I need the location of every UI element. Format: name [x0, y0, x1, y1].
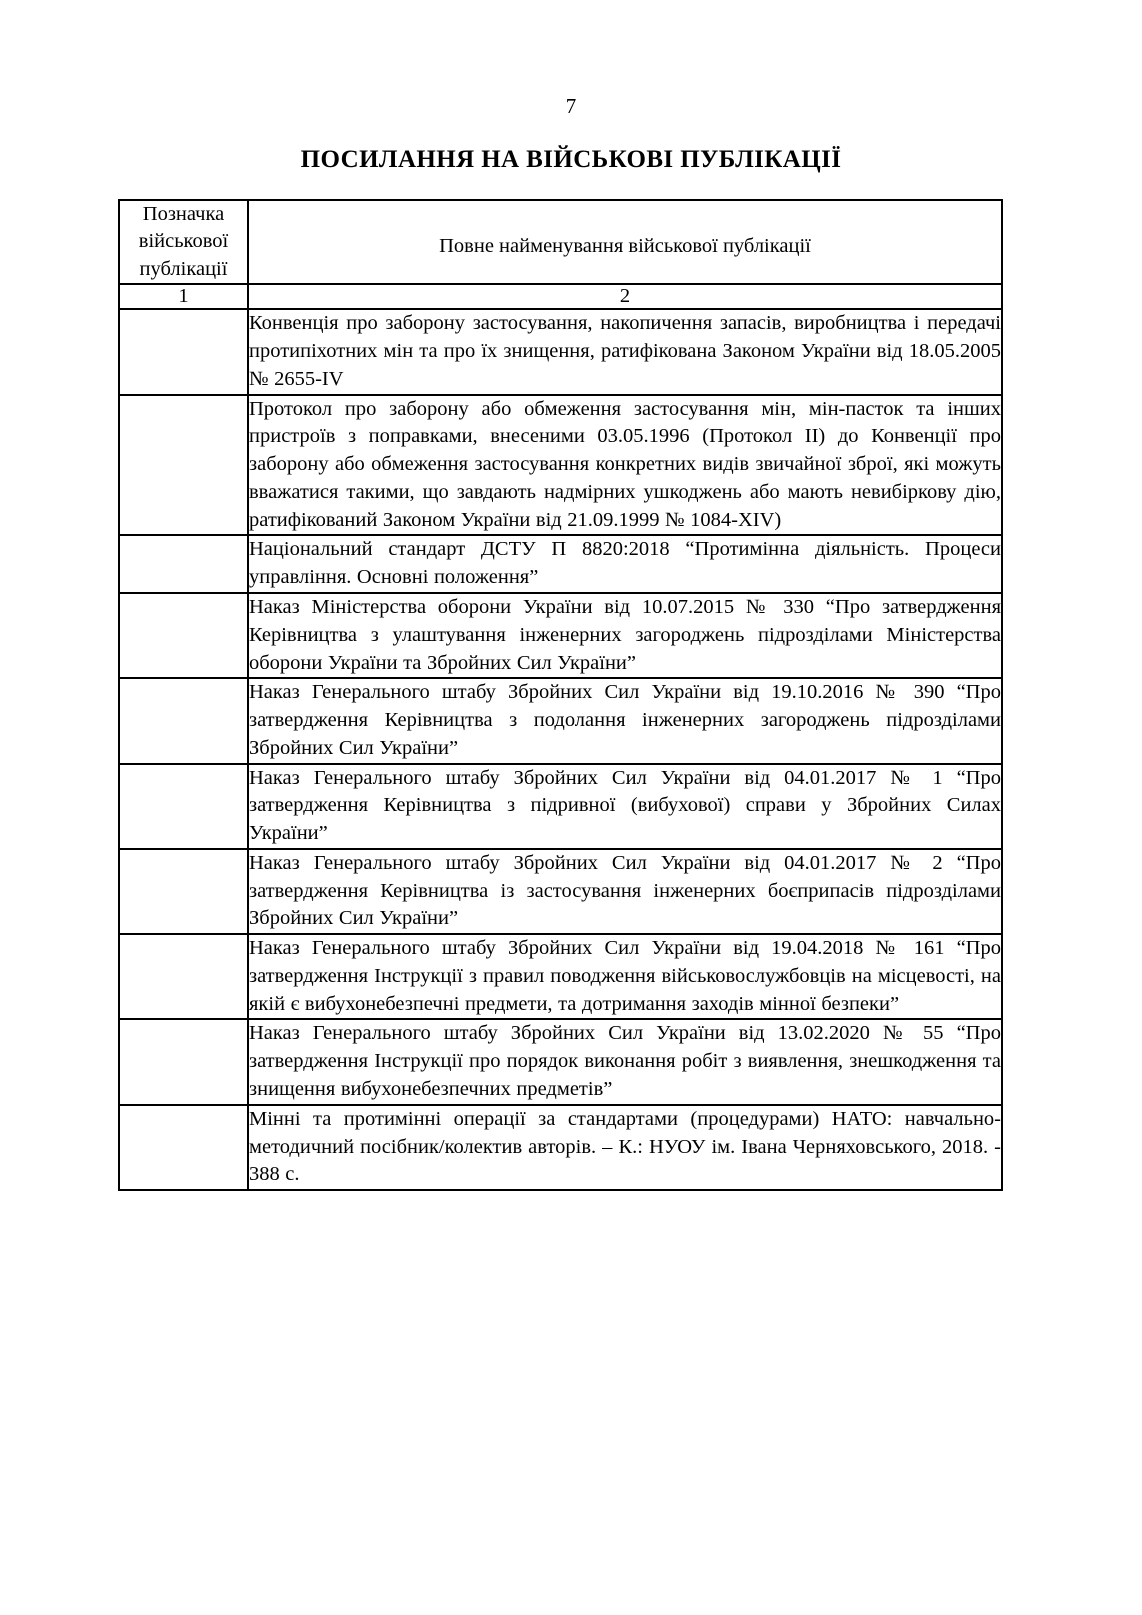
table-row	[119, 1019, 1002, 1104]
cell-publication-title: Протокол про заборону або обмеження застосування мін, мін-пасток та інших пристроїв з поправками, внесеними 03.05.1996 (Протокол II) до Конвенції про заборону або обмеження застосування конкретних видів звичайної зброї, які можуть вважатися такими, що завдають надмірних ушкоджень або мають невибіркову дію, ратифікований Законом України від 21.09.1999 № 1084-XIV)	[248, 395, 1002, 536]
cell-publication-title: Наказ Генерального штабу Збройних Сил України від 19.10.2016 № 390 “Про затвердження Керівництва з подолання інженерних загороджень підрозділами Збройних Сил України”	[248, 678, 1002, 763]
cell-mark	[119, 395, 248, 536]
cell-publication-title: Конвенція про заборону застосування, накопичення запасів, виробництва і передачі протипіхотних мін та про їх знищення, ратифікована Законом України від 18.05.2005 № 2655-IV	[248, 309, 1002, 394]
cell-publication-title: Наказ Генерального штабу Збройних Сил України від 04.01.2017 № 2 “Про затвердження Керівництва із застосування інженерних боєприпасів підрозділами Збройних Сил України”	[248, 849, 1002, 934]
column-number-2: 2	[248, 284, 1002, 310]
cell-mark	[119, 934, 248, 1019]
table-body	[119, 309, 1002, 1190]
table-row	[119, 395, 1002, 536]
table-header-row	[119, 200, 1002, 284]
publications-table-wrapper	[118, 199, 1001, 1191]
table-row	[119, 535, 1002, 593]
table-row	[119, 593, 1002, 678]
table-row	[119, 678, 1002, 763]
cell-mark	[119, 593, 248, 678]
cell-publication-title: Наказ Генерального штабу Збройних Сил України від 04.01.2017 № 1 “Про затвердження Керівництва з підривної (вибухової) справи у Збройних Силах України”	[248, 764, 1002, 849]
table-row	[119, 309, 1002, 394]
column-number-1: 1	[119, 284, 248, 310]
cell-publication-title: Наказ Генерального штабу Збройних Сил України від 13.02.2020 № 55 “Про затвердження Інструкції про порядок виконання робіт з виявлення, знешкодження та знищення вибухонебезпечних предметів”	[248, 1019, 1002, 1104]
table-row	[119, 934, 1002, 1019]
cell-mark	[119, 849, 248, 934]
column-header-mark: Позначка військової публікації	[119, 200, 248, 284]
publications-table	[118, 199, 1003, 1191]
page-title: ПОСИЛАННЯ НА ВІЙСЬКОВІ ПУБЛІКАЦІЇ	[300, 146, 842, 173]
table-row	[119, 849, 1002, 934]
table-head	[119, 200, 1002, 309]
cell-publication-title: Наказ Міністерства оборони України від 10.07.2015 № 330 “Про затвердження Керівництва з улаштування інженерних загороджень підрозділами Міністерства оборони України та Збройних Сил України”	[248, 593, 1002, 678]
cell-mark	[119, 535, 248, 593]
column-header-title: Повне найменування військової публікації	[248, 200, 1002, 284]
cell-publication-title: Національний стандарт ДСТУ П 8820:2018 “Протимінна діяльність. Процеси управління. Основні положення”	[248, 535, 1002, 593]
page-number: 7	[565, 94, 577, 118]
table-row	[119, 1105, 1002, 1190]
cell-mark	[119, 1019, 248, 1104]
cell-mark	[119, 1105, 248, 1190]
table-row	[119, 764, 1002, 849]
table-column-number-row	[119, 284, 1002, 310]
cell-mark	[119, 764, 248, 849]
cell-publication-title: Наказ Генерального штабу Збройних Сил України від 19.04.2018 № 161 “Про затвердження Інструкції з правил поводження військовослужбовців на місцевості, на якій є вибухонебезпечні предмети, та дотримання заходів мінної безпеки”	[248, 934, 1002, 1019]
cell-publication-title: Мінні та протимінні операції за стандартами (процедурами) НАТО: навчально-методичний посібник/колектив авторів. – К.: НУОУ ім. Івана Черняховського, 2018. - 388 с.	[248, 1105, 1002, 1190]
cell-mark	[119, 678, 248, 763]
cell-mark	[119, 309, 248, 394]
